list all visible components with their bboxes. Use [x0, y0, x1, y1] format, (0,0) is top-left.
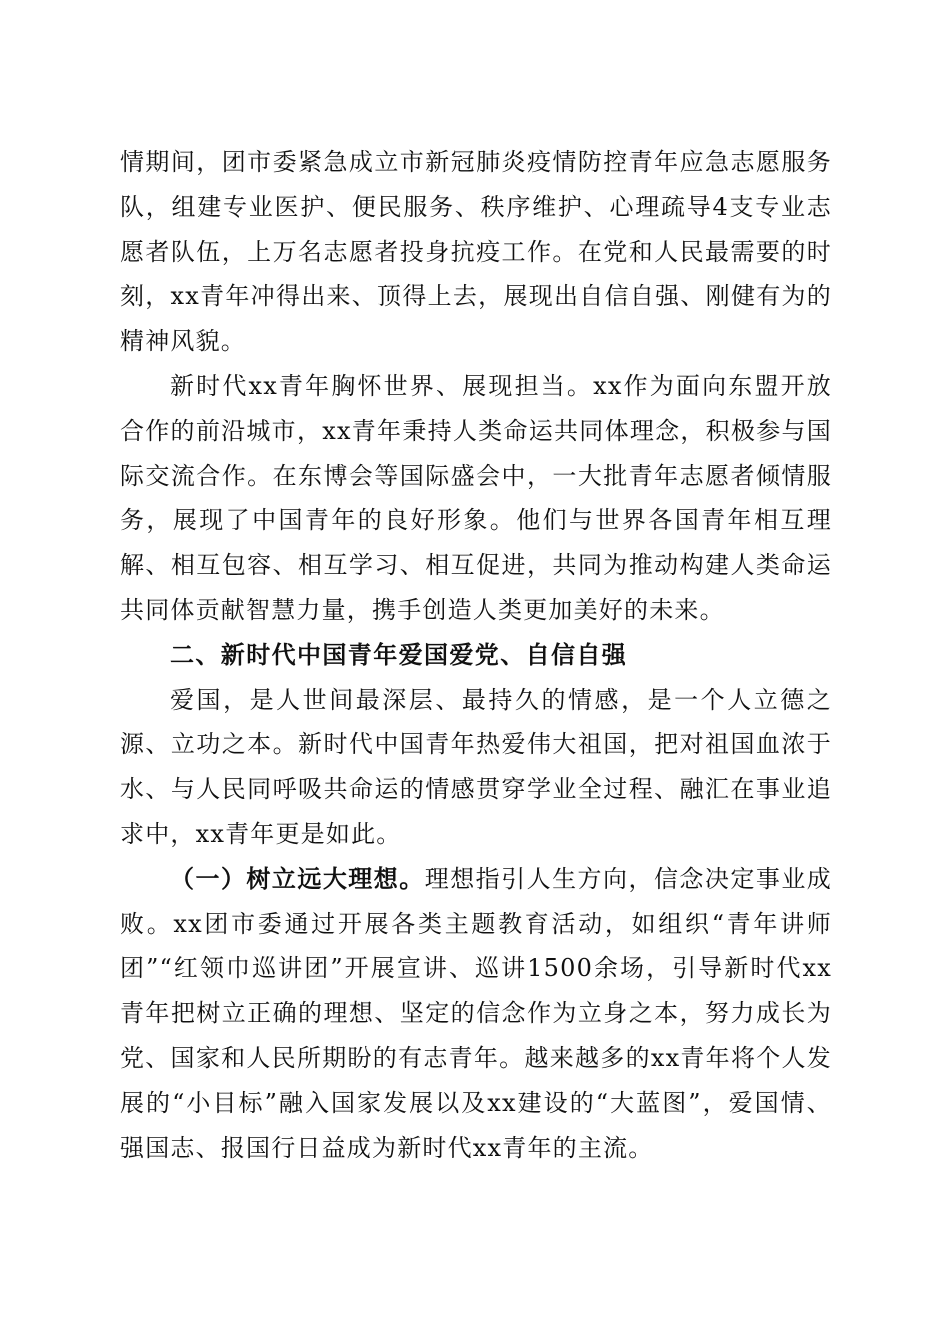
paragraph-world-vision: 新时代xx青年胸怀世界、展现担当。xx作为面向东盟开放合作的前沿城市，xx青年秉持人类命运共同体理念，积极参与国际交流合作。在东博会等国际盛会中，一大批青年志愿者倾情服务，展现了中国青年的良好形象。他们与世界各国青年相互理解、相互包容、相互学习、相互促进，共同为推动构建人类命运共同体贡献智慧力量，携手创造人类更加美好的未来。	[120, 371, 832, 624]
paragraph-ideals	[120, 857, 832, 1171]
subheading-lead: （一）树立远大理想。	[170, 864, 425, 893]
subheading-body: 理想指引人生方向，信念决定事业成败。xx团市委通过开展各类主题教育活动，如组织“青年讲师团”“红领巾巡讲团”开展宣讲、巡讲1500余场，引导新时代xx青年把树立正确的理想、坚定的信念作为立身之本，努力成长为党、国家和人民所期盼的有志青年。越来越多的xx青年将个人发展的“小目标”融入国家发展以及xx建设的“大蓝图”，爱国情、强国志、报国行日益成为新时代xx青年的主流。	[120, 864, 832, 1162]
document-body	[120, 140, 832, 1170]
paragraph-patriotism: 爱国，是人世间最深层、最持久的情感，是一个人立德之源、立功之本。新时代中国青年热爱伟大祖国，把对祖国血浓于水、与人民同呼吸共命运的情感贯穿学业全过程、融汇在事业追求中，xx青年更是如此。	[120, 685, 832, 848]
section-heading-2: 二、新时代中国青年爱国爱党、自信自强	[170, 640, 628, 669]
paragraph-continuation: 情期间，团市委紧急成立市新冠肺炎疫情防控青年应急志愿服务队，组建专业医护、便民服务、秩序维护、心理疏导4支专业志愿者队伍，上万名志愿者投身抗疫工作。在党和人民最需要的时刻，xx青年冲得出来、顶得上去，展现出自信自强、刚健有为的精神风貌。	[120, 148, 832, 356]
